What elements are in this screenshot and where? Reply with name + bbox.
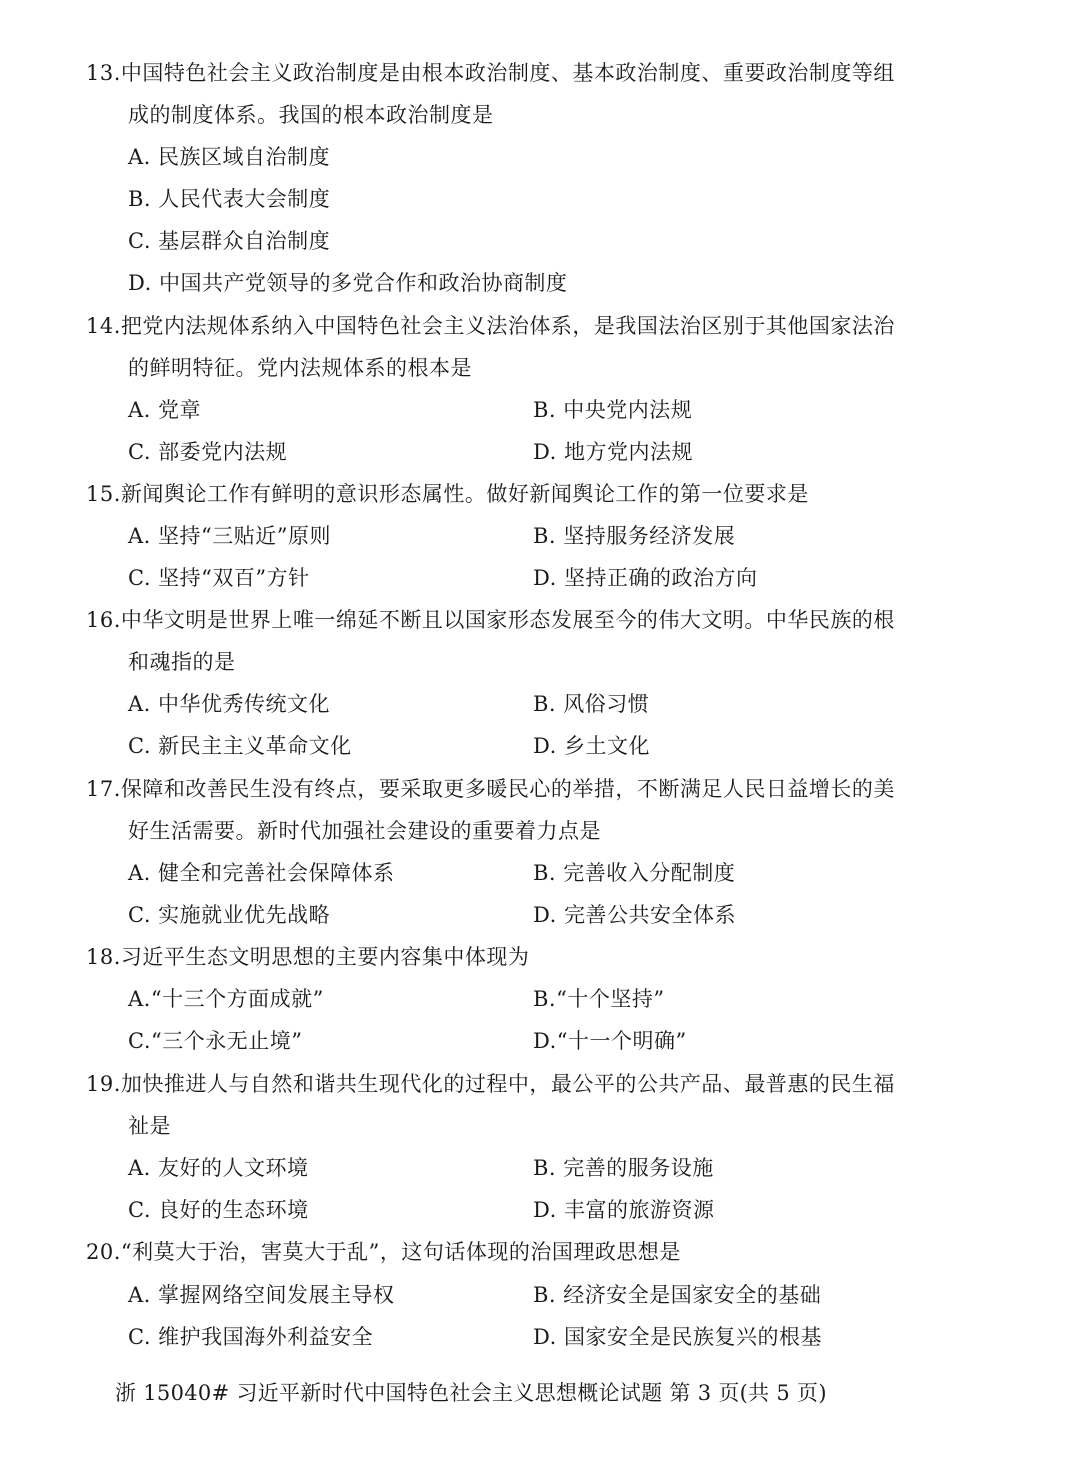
- option-14-c: C. 部委党内法规: [128, 440, 288, 464]
- question-17-line-1: [86, 776, 895, 802]
- option-15-a: A. 坚持“三贴近”原则: [128, 524, 331, 548]
- question-13-line-2: 成的制度体系。我国的根本政治制度是: [128, 103, 494, 127]
- option-17-d: D. 完善公共安全体系: [533, 903, 736, 927]
- option-16-c: C. 新民主主义革命文化: [128, 734, 352, 758]
- question-stem: 习近平生态文明思想的主要内容集中体现为: [120, 945, 530, 969]
- option-15-c: C. 坚持“双百”方针: [128, 566, 310, 590]
- question-19-line-1: [86, 1071, 895, 1097]
- question-stem: 把党内法规体系纳入中国特色社会主义法治体系，是我国法治区别于其他国家法治: [120, 314, 895, 338]
- question-18-line-1: [86, 944, 529, 970]
- question-15-line-1: [86, 481, 809, 507]
- option-15-b: B. 坚持服务经济发展: [533, 524, 736, 548]
- option-17-b: B. 完善收入分配制度: [533, 861, 736, 885]
- option-16-d: D. 乡土文化: [533, 734, 650, 758]
- question-stem: 中国特色社会主义政治制度是由根本政治制度、基本政治制度、重要政治制度等组: [120, 61, 895, 85]
- option-16-a: A. 中华优秀传统文化: [128, 692, 331, 716]
- question-14-line-2: 的鲜明特征。党内法规体系的根本是: [128, 356, 472, 380]
- question-number: 16.: [86, 608, 121, 632]
- question-19-line-2: 祉是: [128, 1114, 171, 1138]
- option-17-c: C. 实施就业优先战略: [128, 903, 331, 927]
- question-16-line-1: [86, 607, 895, 633]
- option-13-c: C. 基层群众自治制度: [128, 229, 331, 253]
- option-20-c: C. 维护我国海外利益安全: [128, 1325, 374, 1349]
- question-stem: “利莫大于治，害莫大于乱”，这句话体现的治国理政思想是: [120, 1240, 681, 1264]
- question-number: 14.: [86, 314, 121, 338]
- option-14-b: B. 中央党内法规: [533, 398, 693, 422]
- question-16-line-2: 和魂指的是: [128, 650, 236, 674]
- option-18-a: A.“十三个方面成就”: [128, 987, 324, 1011]
- option-18-b: B.“十个坚持”: [533, 987, 665, 1011]
- option-19-b: B. 完善的服务设施: [533, 1156, 714, 1180]
- question-stem: 保障和改善民生没有终点，要采取更多暖民心的举措，不断满足人民日益增长的美: [120, 777, 895, 801]
- option-18-c: C.“三个永无止境”: [128, 1029, 303, 1053]
- question-number: 20.: [86, 1240, 121, 1264]
- question-number: 18.: [86, 945, 121, 969]
- option-20-a: A. 掌握网络空间发展主导权: [128, 1283, 395, 1307]
- option-15-d: D. 坚持正确的政治方向: [533, 566, 758, 590]
- question-number: 17.: [86, 777, 121, 801]
- question-number: 19.: [86, 1072, 121, 1096]
- option-19-d: D. 丰富的旅游资源: [533, 1198, 715, 1222]
- option-13-b: B. 人民代表大会制度: [128, 187, 331, 211]
- question-13-line-1: [86, 60, 895, 86]
- question-14-line-1: [86, 313, 895, 339]
- option-16-b: B. 风俗习惯: [533, 692, 650, 716]
- option-14-d: D. 地方党内法规: [533, 440, 693, 464]
- option-14-a: A. 党章: [128, 398, 202, 422]
- question-17-line-2: 好生活需要。新时代加强社会建设的重要着力点是: [128, 819, 601, 843]
- option-20-d: D. 国家安全是民族复兴的根基: [533, 1325, 822, 1349]
- question-stem: 新闻舆论工作有鲜明的意识形态属性。做好新闻舆论工作的第一位要求是: [120, 482, 809, 506]
- option-13-d: D. 中国共产党领导的多党合作和政治协商制度: [128, 271, 568, 295]
- option-18-d: D.“十一个明确”: [533, 1029, 687, 1053]
- option-19-a: A. 友好的人文环境: [128, 1156, 309, 1180]
- option-17-a: A. 健全和完善社会保障体系: [128, 861, 395, 885]
- page-footer: 浙 15040# 习近平新时代中国特色社会主义思想概论试题 第 3 页(共 5 页): [115, 1381, 827, 1405]
- question-stem: 中华文明是世界上唯一绵延不断且以国家形态发展至今的伟大文明。中华民族的根: [120, 608, 895, 632]
- question-number: 15.: [86, 482, 121, 506]
- option-19-c: C. 良好的生态环境: [128, 1198, 309, 1222]
- question-20-line-1: [86, 1239, 681, 1265]
- question-number: 13.: [86, 61, 121, 85]
- option-13-a: A. 民族区域自治制度: [128, 145, 331, 169]
- question-stem: 加快推进人与自然和谐共生现代化的过程中，最公平的公共产品、最普惠的民生福: [120, 1072, 895, 1096]
- option-20-b: B. 经济安全是国家安全的基础: [533, 1283, 822, 1307]
